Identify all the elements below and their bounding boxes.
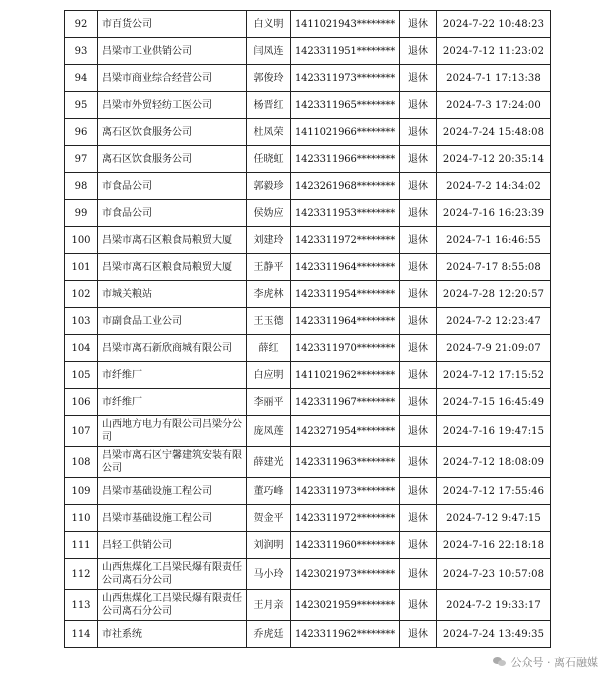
row-type: 退休 bbox=[400, 590, 437, 621]
row-name: 王玉德 bbox=[247, 308, 291, 335]
row-name: 马小玲 bbox=[247, 559, 291, 590]
row-number: 113 bbox=[65, 590, 98, 621]
row-name: 李虎林 bbox=[247, 281, 291, 308]
row-type: 退休 bbox=[400, 254, 437, 281]
row-type: 退休 bbox=[400, 308, 437, 335]
row-time: 2024-7-9 21:09:07 bbox=[437, 335, 551, 362]
row-number: 99 bbox=[65, 200, 98, 227]
row-id-number: 1423021959******** bbox=[291, 590, 400, 621]
row-name: 白义明 bbox=[247, 11, 291, 38]
row-unit: 山西地方电力有限公司吕梁分公司 bbox=[98, 416, 247, 447]
row-id-number: 1411021943******** bbox=[291, 11, 400, 38]
row-number: 106 bbox=[65, 389, 98, 416]
row-time: 2024-7-1 17:13:38 bbox=[437, 65, 551, 92]
row-type: 退休 bbox=[400, 559, 437, 590]
row-id-number: 1423311964******** bbox=[291, 254, 400, 281]
table-row bbox=[65, 119, 551, 146]
row-number: 105 bbox=[65, 362, 98, 389]
row-number: 100 bbox=[65, 227, 98, 254]
row-time: 2024-7-1 16:46:55 bbox=[437, 227, 551, 254]
row-unit: 吕梁市基础设施工程公司 bbox=[98, 478, 247, 505]
row-unit: 市副食品工业公司 bbox=[98, 308, 247, 335]
row-type: 退休 bbox=[400, 478, 437, 505]
row-time: 2024-7-17 8:55:08 bbox=[437, 254, 551, 281]
row-time: 2024-7-16 22:18:18 bbox=[437, 532, 551, 559]
row-time: 2024-7-12 20:35:14 bbox=[437, 146, 551, 173]
table-row bbox=[65, 92, 551, 119]
row-type: 退休 bbox=[400, 11, 437, 38]
row-name: 庞凤莲 bbox=[247, 416, 291, 447]
row-number: 96 bbox=[65, 119, 98, 146]
row-name: 任晓虹 bbox=[247, 146, 291, 173]
row-id-number: 1423311965******** bbox=[291, 92, 400, 119]
row-id-number: 1423311964******** bbox=[291, 308, 400, 335]
row-unit: 吕梁市商业综合经营公司 bbox=[98, 65, 247, 92]
row-unit: 离石区饮食服务公司 bbox=[98, 146, 247, 173]
row-id-number: 1423311972******** bbox=[291, 227, 400, 254]
row-name: 董巧峰 bbox=[247, 478, 291, 505]
row-unit: 吕梁市基础设施工程公司 bbox=[98, 505, 247, 532]
watermark-label: 公众号 · 离石融媒 bbox=[510, 656, 598, 669]
row-unit: 市食品公司 bbox=[98, 200, 247, 227]
table-row bbox=[65, 65, 551, 92]
row-id-number: 1423311954******** bbox=[291, 281, 400, 308]
row-unit: 山西焦煤化工吕梁民爆有限责任公司离石分公司 bbox=[98, 559, 247, 590]
row-type: 退休 bbox=[400, 621, 437, 648]
row-number: 95 bbox=[65, 92, 98, 119]
table-row bbox=[65, 146, 551, 173]
row-unit: 离石区饮食服务公司 bbox=[98, 119, 247, 146]
row-time: 2024-7-23 10:57:08 bbox=[437, 559, 551, 590]
row-type: 退休 bbox=[400, 362, 437, 389]
row-type: 退休 bbox=[400, 200, 437, 227]
row-number: 101 bbox=[65, 254, 98, 281]
table-row bbox=[65, 227, 551, 254]
watermark bbox=[493, 654, 599, 670]
row-name: 白应明 bbox=[247, 362, 291, 389]
table-row bbox=[65, 416, 551, 447]
row-name: 杜凤荣 bbox=[247, 119, 291, 146]
row-unit: 吕梁市离石区粮食局粮贸大厦 bbox=[98, 254, 247, 281]
row-id-number: 1423311966******** bbox=[291, 146, 400, 173]
row-type: 退休 bbox=[400, 505, 437, 532]
row-number: 107 bbox=[65, 416, 98, 447]
row-id-number: 1423311970******** bbox=[291, 335, 400, 362]
row-time: 2024-7-15 16:45:49 bbox=[437, 389, 551, 416]
row-type: 退休 bbox=[400, 335, 437, 362]
row-type: 退休 bbox=[400, 416, 437, 447]
row-name: 郭毅珍 bbox=[247, 173, 291, 200]
row-name: 杨晋红 bbox=[247, 92, 291, 119]
table-row bbox=[65, 389, 551, 416]
table-row bbox=[65, 11, 551, 38]
row-id-number: 1423311960******** bbox=[291, 532, 400, 559]
row-unit: 市百货公司 bbox=[98, 11, 247, 38]
row-name: 薛建光 bbox=[247, 447, 291, 478]
row-name: 李丽平 bbox=[247, 389, 291, 416]
row-time: 2024-7-2 12:23:47 bbox=[437, 308, 551, 335]
row-time: 2024-7-24 13:49:35 bbox=[437, 621, 551, 648]
row-id-number: 1423311973******** bbox=[291, 478, 400, 505]
table-row bbox=[65, 281, 551, 308]
table-row bbox=[65, 254, 551, 281]
row-unit: 吕梁市离石区粮食局粮贸大厦 bbox=[98, 227, 247, 254]
row-id-number: 1423311967******** bbox=[291, 389, 400, 416]
row-number: 112 bbox=[65, 559, 98, 590]
table-row bbox=[65, 362, 551, 389]
row-name: 乔虎廷 bbox=[247, 621, 291, 648]
row-time: 2024-7-28 12:20:57 bbox=[437, 281, 551, 308]
row-type: 退休 bbox=[400, 146, 437, 173]
row-unit: 市城关粮站 bbox=[98, 281, 247, 308]
table-row bbox=[65, 308, 551, 335]
row-unit: 山西焦煤化工吕梁民爆有限责任公司离石分公司 bbox=[98, 590, 247, 621]
table-row bbox=[65, 559, 551, 590]
row-number: 110 bbox=[65, 505, 98, 532]
row-time: 2024-7-24 15:48:08 bbox=[437, 119, 551, 146]
row-number: 98 bbox=[65, 173, 98, 200]
table-row bbox=[65, 478, 551, 505]
row-type: 退休 bbox=[400, 389, 437, 416]
row-type: 退休 bbox=[400, 532, 437, 559]
row-time: 2024-7-12 18:08:09 bbox=[437, 447, 551, 478]
row-name: 郭俊玲 bbox=[247, 65, 291, 92]
row-unit: 市纤维厂 bbox=[98, 389, 247, 416]
row-name: 贺金平 bbox=[247, 505, 291, 532]
row-id-number: 1423311963******** bbox=[291, 447, 400, 478]
row-type: 退休 bbox=[400, 447, 437, 478]
row-id-number: 1423271954******** bbox=[291, 416, 400, 447]
row-unit: 吕轻工供销公司 bbox=[98, 532, 247, 559]
row-number: 102 bbox=[65, 281, 98, 308]
table-row bbox=[65, 200, 551, 227]
row-time: 2024-7-16 16:23:39 bbox=[437, 200, 551, 227]
row-id-number: 1411021966******** bbox=[291, 119, 400, 146]
row-time: 2024-7-16 19:47:15 bbox=[437, 416, 551, 447]
row-name: 薛红 bbox=[247, 335, 291, 362]
table-body bbox=[65, 11, 551, 648]
retirement-table bbox=[64, 10, 551, 648]
row-number: 104 bbox=[65, 335, 98, 362]
row-unit: 市社系统 bbox=[98, 621, 247, 648]
table-row bbox=[65, 447, 551, 478]
table-row bbox=[65, 621, 551, 648]
row-id-number: 1423311972******** bbox=[291, 505, 400, 532]
row-type: 退休 bbox=[400, 173, 437, 200]
row-type: 退休 bbox=[400, 119, 437, 146]
table-row bbox=[65, 173, 551, 200]
wechat-icon bbox=[493, 656, 507, 668]
row-number: 108 bbox=[65, 447, 98, 478]
row-id-number: 1423311953******** bbox=[291, 200, 400, 227]
row-id-number: 1423311962******** bbox=[291, 621, 400, 648]
row-type: 退休 bbox=[400, 92, 437, 119]
table-row bbox=[65, 335, 551, 362]
row-id-number: 1411021962******** bbox=[291, 362, 400, 389]
table-row bbox=[65, 590, 551, 621]
row-unit: 市食品公司 bbox=[98, 173, 247, 200]
table-row bbox=[65, 505, 551, 532]
row-name: 闫凤连 bbox=[247, 38, 291, 65]
row-unit: 吕梁市外贸轻纺工医公司 bbox=[98, 92, 247, 119]
row-unit: 市纤维厂 bbox=[98, 362, 247, 389]
row-number: 114 bbox=[65, 621, 98, 648]
row-number: 94 bbox=[65, 65, 98, 92]
row-number: 109 bbox=[65, 478, 98, 505]
row-time: 2024-7-2 14:34:02 bbox=[437, 173, 551, 200]
row-number: 93 bbox=[65, 38, 98, 65]
row-time: 2024-7-3 17:24:00 bbox=[437, 92, 551, 119]
row-time: 2024-7-12 17:55:46 bbox=[437, 478, 551, 505]
row-type: 退休 bbox=[400, 38, 437, 65]
row-unit: 吕梁市离石新欣商城有限公司 bbox=[98, 335, 247, 362]
row-type: 退休 bbox=[400, 281, 437, 308]
row-number: 97 bbox=[65, 146, 98, 173]
table-row bbox=[65, 532, 551, 559]
row-time: 2024-7-12 17:15:52 bbox=[437, 362, 551, 389]
row-unit: 吕梁市工业供销公司 bbox=[98, 38, 247, 65]
row-number: 103 bbox=[65, 308, 98, 335]
row-unit: 吕梁市离石区宁馨建筑安装有限公司 bbox=[98, 447, 247, 478]
row-number: 111 bbox=[65, 532, 98, 559]
row-id-number: 1423311951******** bbox=[291, 38, 400, 65]
row-name: 王静平 bbox=[247, 254, 291, 281]
table-row bbox=[65, 38, 551, 65]
row-id-number: 1423261968******** bbox=[291, 173, 400, 200]
row-name: 刘建玲 bbox=[247, 227, 291, 254]
row-time: 2024-7-2 19:33:17 bbox=[437, 590, 551, 621]
row-type: 退休 bbox=[400, 227, 437, 254]
row-time: 2024-7-12 11:23:02 bbox=[437, 38, 551, 65]
row-id-number: 1423021973******** bbox=[291, 559, 400, 590]
row-id-number: 1423311973******** bbox=[291, 65, 400, 92]
row-name: 侯妫应 bbox=[247, 200, 291, 227]
row-type: 退休 bbox=[400, 65, 437, 92]
row-name: 刘润明 bbox=[247, 532, 291, 559]
row-name: 王月亲 bbox=[247, 590, 291, 621]
row-time: 2024-7-22 10:48:23 bbox=[437, 11, 551, 38]
row-time: 2024-7-12 9:47:15 bbox=[437, 505, 551, 532]
row-number: 92 bbox=[65, 11, 98, 38]
